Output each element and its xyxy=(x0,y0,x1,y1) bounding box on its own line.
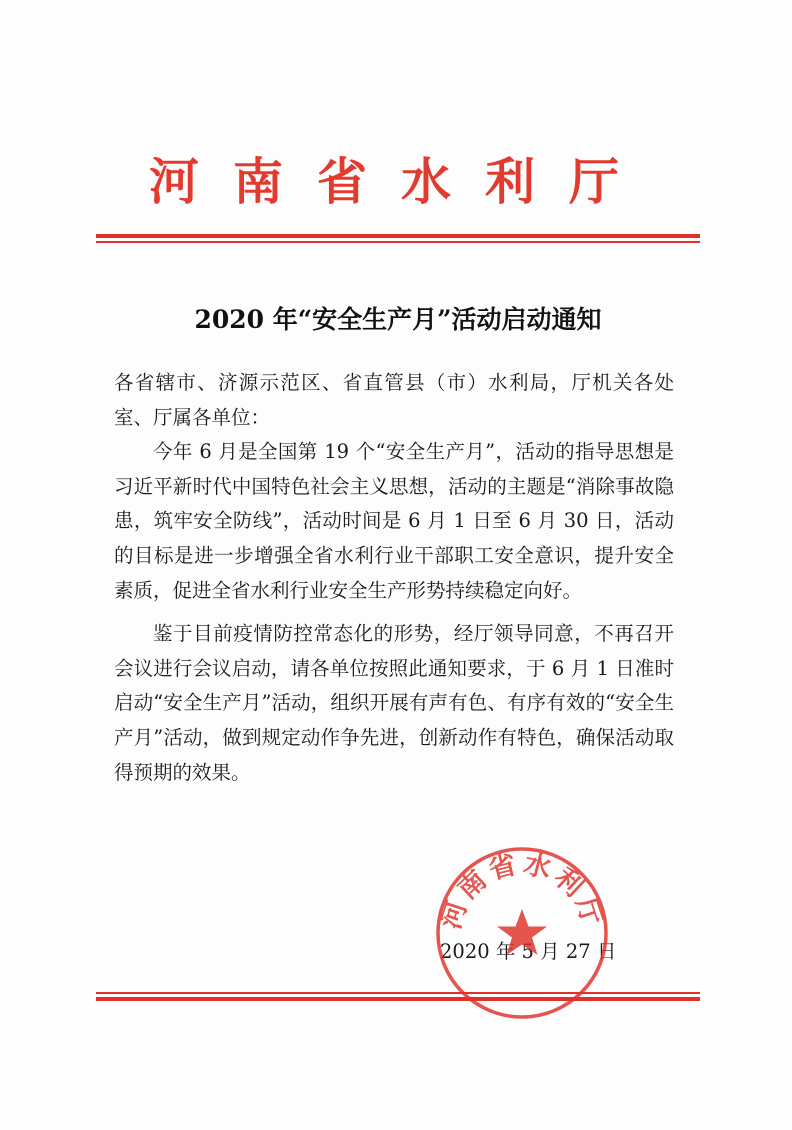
official-seal-stamp xyxy=(432,843,612,1023)
document-body xyxy=(114,366,674,790)
seal-star-icon xyxy=(497,909,547,955)
letterhead-org-name: 河南省水利厅 xyxy=(149,152,653,211)
footer-rule-thick xyxy=(96,997,700,1001)
letterhead-rule-thick xyxy=(96,234,700,238)
letterhead-rule-thin xyxy=(96,241,700,243)
document-title: 2020 年“安全生产月”活动启动通知 xyxy=(194,305,602,334)
body-paragraph-1: 今年 6 月是全国第 19 个“安全生产月”，活动的指导思想是习近平新时代中国特色社会主义思想，活动的主题是“消除事故隐患，筑牢安全防线”，活动时间是 6 月 1 日至 6 月 30 日，活动的目标是进一步增强全省水利行业干部职工安全意识，提升安全素质，促进全省水利行业安全生产形势持续稳定向好。 xyxy=(114,440,674,602)
seal-text: 河南省水利厅 xyxy=(435,848,609,933)
body-paragraph-2: 鉴于目前疫情防控常态化的形势，经厅领导同意，不再召开会议进行会议启动，请各单位按照此通知要求，于 6 月 1 日准时启动“安全生产月”活动，组织开展有声有色、有序有效的“安全生产月”活动，做到规定动作争先进，创新动作有特色，确保活动取得预期的效果。 xyxy=(114,622,674,784)
recipients-line: 各省辖市、济源示范区、省直管县（市）水利局，厅机关各处室、厅属各单位： xyxy=(114,371,674,429)
footer-rule-thin xyxy=(96,992,700,994)
document-date: 2020 年 5 月 27 日 xyxy=(440,940,617,963)
